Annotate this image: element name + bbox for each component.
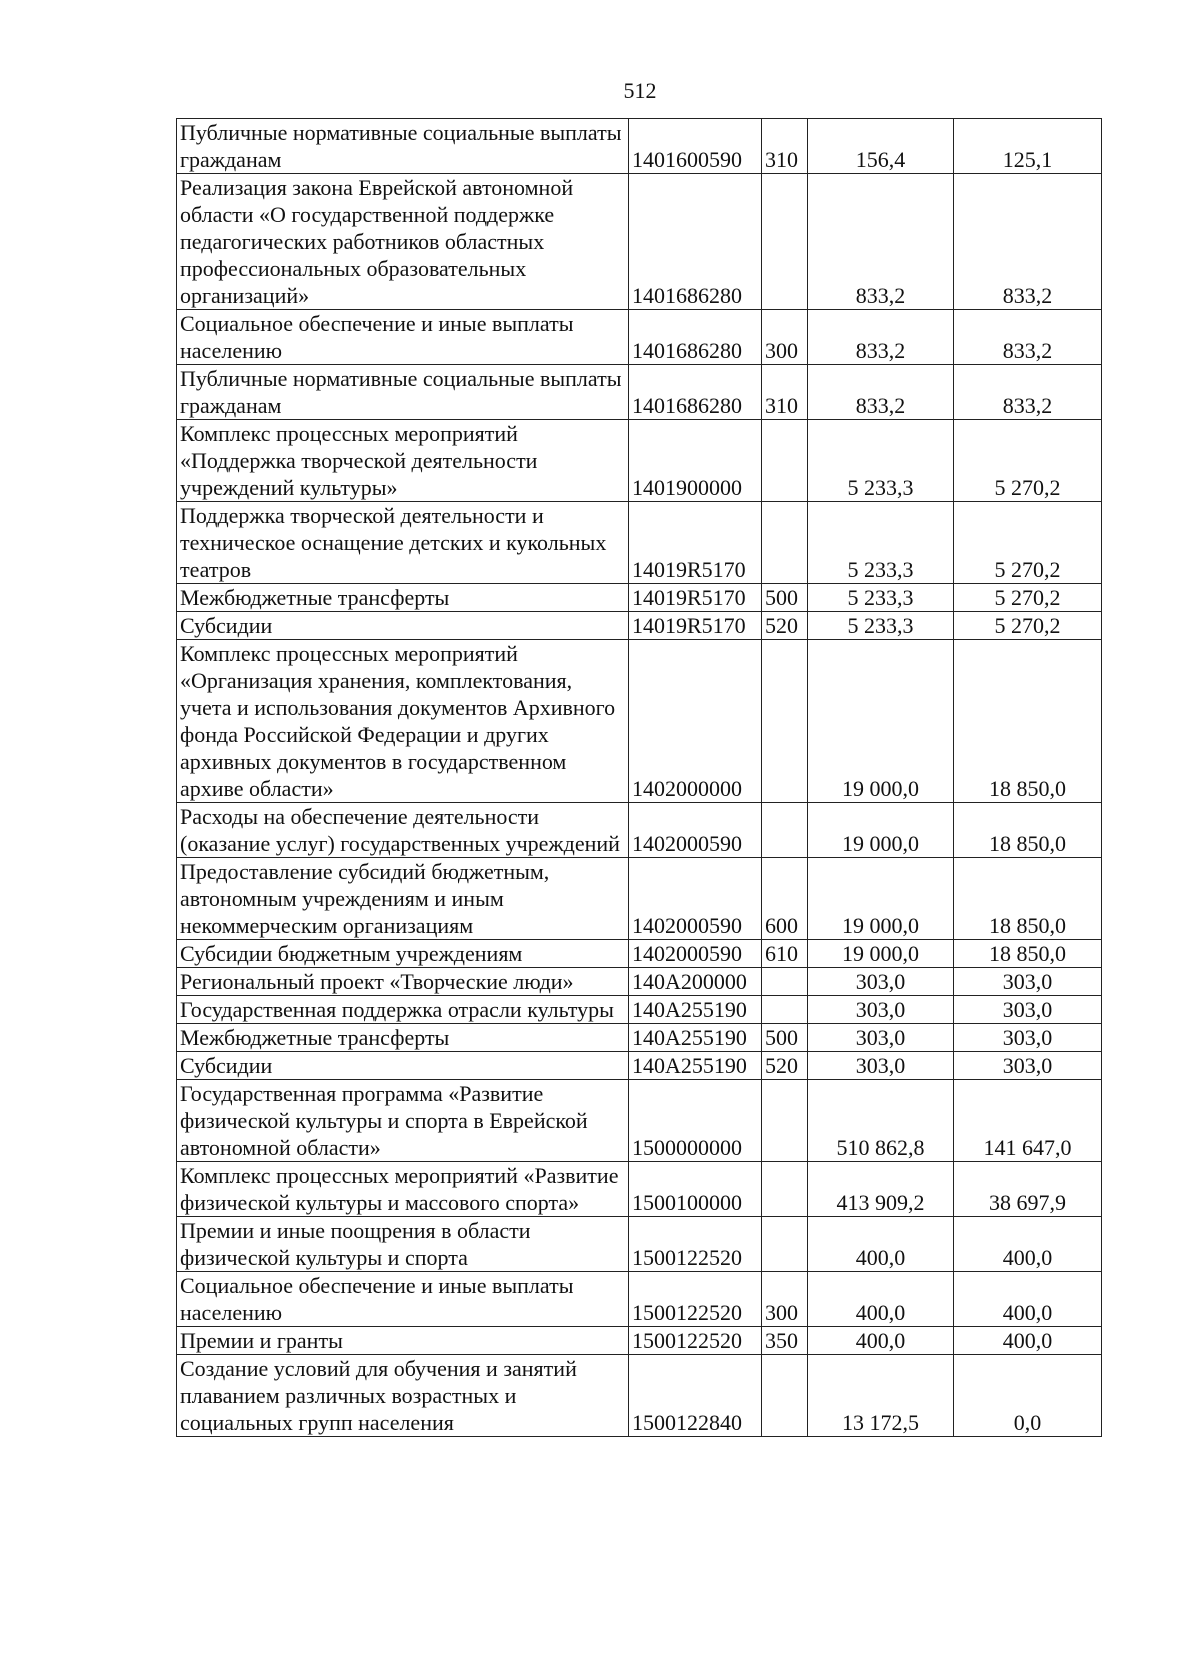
row-target-code: 1500122520: [629, 1272, 762, 1327]
row-expense-type: [762, 640, 808, 803]
row-name: Государственная программа «Развитие физической культуры и спорта в Еврейской автономной области»: [177, 1080, 629, 1162]
row-amount-2: 0,0: [954, 1355, 1102, 1437]
row-expense-type: 500: [762, 584, 808, 612]
row-target-code: 14019R5170: [629, 584, 762, 612]
table-body: [177, 119, 1102, 1437]
row-expense-type: 310: [762, 119, 808, 174]
row-target-code: 1401600590: [629, 119, 762, 174]
row-amount-1: 19 000,0: [808, 803, 954, 858]
table-row: [177, 420, 1102, 502]
row-amount-1: 5 233,3: [808, 584, 954, 612]
row-amount-2: 5 270,2: [954, 612, 1102, 640]
row-name: Социальное обеспечение и иные выплаты населению: [177, 310, 629, 365]
table-row: [177, 1080, 1102, 1162]
row-amount-2: 833,2: [954, 174, 1102, 310]
row-name: Предоставление субсидий бюджетным, автономным учреждениям и иным некоммерческим организациям: [177, 858, 629, 940]
row-expense-type: [762, 502, 808, 584]
row-target-code: 1402000000: [629, 640, 762, 803]
row-target-code: 1402000590: [629, 940, 762, 968]
row-amount-2: 303,0: [954, 996, 1102, 1024]
row-expense-type: 600: [762, 858, 808, 940]
row-amount-1: 156,4: [808, 119, 954, 174]
row-amount-2: 833,2: [954, 310, 1102, 365]
row-name: Комплекс процессных мероприятий «Поддержка творческой деятельности учреждений культуры»: [177, 420, 629, 502]
row-amount-1: 400,0: [808, 1217, 954, 1272]
table-row: [177, 1024, 1102, 1052]
row-name: Комплекс процессных мероприятий «Организация хранения, комплектования, учета и использования документов Архивного фонда Российской Федерации и других архивных документов в государственном архиве области»: [177, 640, 629, 803]
row-expense-type: [762, 803, 808, 858]
row-amount-2: 141 647,0: [954, 1080, 1102, 1162]
row-amount-2: 303,0: [954, 1052, 1102, 1080]
row-target-code: 1500122520: [629, 1327, 762, 1355]
row-target-code: 1500100000: [629, 1162, 762, 1217]
row-target-code: 14019R5170: [629, 612, 762, 640]
table-row: [177, 1052, 1102, 1080]
page-number: 512: [623, 78, 657, 103]
table-row: [177, 1217, 1102, 1272]
row-expense-type: [762, 1080, 808, 1162]
row-amount-1: 833,2: [808, 365, 954, 420]
row-target-code: 1500000000: [629, 1080, 762, 1162]
row-expense-type: 300: [762, 310, 808, 365]
row-name: Межбюджетные трансферты: [177, 1024, 629, 1052]
row-amount-1: 5 233,3: [808, 420, 954, 502]
row-amount-1: 303,0: [808, 996, 954, 1024]
row-name: Премии и иные поощрения в области физической культуры и спорта: [177, 1217, 629, 1272]
budget-table: [176, 118, 1102, 1437]
table-row: [177, 502, 1102, 584]
row-amount-2: 18 850,0: [954, 640, 1102, 803]
row-target-code: 1401686280: [629, 310, 762, 365]
row-amount-1: 19 000,0: [808, 940, 954, 968]
row-name: Реализация закона Еврейской автономной области «О государственной поддержке педагогических работников областных профессиональных образовательных организаций»: [177, 174, 629, 310]
row-name: Социальное обеспечение и иные выплаты населению: [177, 1272, 629, 1327]
row-expense-type: 500: [762, 1024, 808, 1052]
row-expense-type: [762, 174, 808, 310]
table-row: [177, 803, 1102, 858]
row-name: Публичные нормативные социальные выплаты гражданам: [177, 119, 629, 174]
table-row: [177, 940, 1102, 968]
row-amount-1: 833,2: [808, 310, 954, 365]
row-name: Государственная поддержка отрасли культуры: [177, 996, 629, 1024]
table-row: [177, 1272, 1102, 1327]
table-row: [177, 1162, 1102, 1217]
row-expense-type: [762, 420, 808, 502]
row-target-code: 140A200000: [629, 968, 762, 996]
row-name: Субсидии бюджетным учреждениям: [177, 940, 629, 968]
row-target-code: 1401900000: [629, 420, 762, 502]
row-name: Расходы на обеспечение деятельности (оказание услуг) государственных учреждений: [177, 803, 629, 858]
row-amount-2: 303,0: [954, 968, 1102, 996]
row-amount-1: 400,0: [808, 1272, 954, 1327]
row-name: Субсидии: [177, 612, 629, 640]
row-expense-type: [762, 968, 808, 996]
table-row: [177, 612, 1102, 640]
row-target-code: 14019R5170: [629, 502, 762, 584]
row-expense-type: [762, 1217, 808, 1272]
row-amount-1: 5 233,3: [808, 612, 954, 640]
row-amount-2: 400,0: [954, 1272, 1102, 1327]
row-amount-1: 19 000,0: [808, 640, 954, 803]
row-amount-2: 18 850,0: [954, 940, 1102, 968]
row-expense-type: 610: [762, 940, 808, 968]
row-amount-1: 303,0: [808, 1024, 954, 1052]
row-amount-1: 13 172,5: [808, 1355, 954, 1437]
row-amount-2: 5 270,2: [954, 420, 1102, 502]
table-row: [177, 1355, 1102, 1437]
row-amount-2: 400,0: [954, 1217, 1102, 1272]
table-row: [177, 310, 1102, 365]
table-row: [177, 968, 1102, 996]
row-amount-1: 19 000,0: [808, 858, 954, 940]
row-target-code: 1402000590: [629, 858, 762, 940]
row-expense-type: [762, 1162, 808, 1217]
row-expense-type: [762, 1355, 808, 1437]
table-row: [177, 584, 1102, 612]
row-amount-2: 303,0: [954, 1024, 1102, 1052]
row-amount-1: 303,0: [808, 968, 954, 996]
row-name: Премии и гранты: [177, 1327, 629, 1355]
table-row: [177, 858, 1102, 940]
table-row: [177, 1327, 1102, 1355]
row-name: Публичные нормативные социальные выплаты гражданам: [177, 365, 629, 420]
row-amount-1: 510 862,8: [808, 1080, 954, 1162]
row-expense-type: 310: [762, 365, 808, 420]
row-target-code: 1401686280: [629, 174, 762, 310]
row-amount-2: 5 270,2: [954, 584, 1102, 612]
row-amount-2: 38 697,9: [954, 1162, 1102, 1217]
row-amount-1: 833,2: [808, 174, 954, 310]
row-amount-1: 5 233,3: [808, 502, 954, 584]
table-row: [177, 174, 1102, 310]
row-expense-type: [762, 996, 808, 1024]
row-name: Региональный проект «Творческие люди»: [177, 968, 629, 996]
row-name: Субсидии: [177, 1052, 629, 1080]
row-expense-type: 350: [762, 1327, 808, 1355]
row-expense-type: 300: [762, 1272, 808, 1327]
row-amount-1: 303,0: [808, 1052, 954, 1080]
row-expense-type: 520: [762, 1052, 808, 1080]
table-row: [177, 365, 1102, 420]
row-amount-2: 125,1: [954, 119, 1102, 174]
row-target-code: 140A255190: [629, 1024, 762, 1052]
row-expense-type: 520: [762, 612, 808, 640]
row-amount-2: 833,2: [954, 365, 1102, 420]
row-amount-1: 413 909,2: [808, 1162, 954, 1217]
row-target-code: 140A255190: [629, 996, 762, 1024]
row-amount-1: 400,0: [808, 1327, 954, 1355]
row-amount-2: 18 850,0: [954, 803, 1102, 858]
row-target-code: 1402000590: [629, 803, 762, 858]
row-name: Поддержка творческой деятельности и техническое оснащение детских и кукольных театров: [177, 502, 629, 584]
row-amount-2: 5 270,2: [954, 502, 1102, 584]
row-name: Межбюджетные трансферты: [177, 584, 629, 612]
table-row: [177, 119, 1102, 174]
row-amount-2: 400,0: [954, 1327, 1102, 1355]
row-name: Комплекс процессных мероприятий «Развитие физической культуры и массового спорта»: [177, 1162, 629, 1217]
row-target-code: 1500122520: [629, 1217, 762, 1272]
row-target-code: 1401686280: [629, 365, 762, 420]
row-target-code: 1500122840: [629, 1355, 762, 1437]
row-target-code: 140A255190: [629, 1052, 762, 1080]
table-row: [177, 996, 1102, 1024]
row-name: Создание условий для обучения и занятий плаванием различных возрастных и социальных групп населения: [177, 1355, 629, 1437]
table-row: [177, 640, 1102, 803]
row-amount-2: 18 850,0: [954, 858, 1102, 940]
